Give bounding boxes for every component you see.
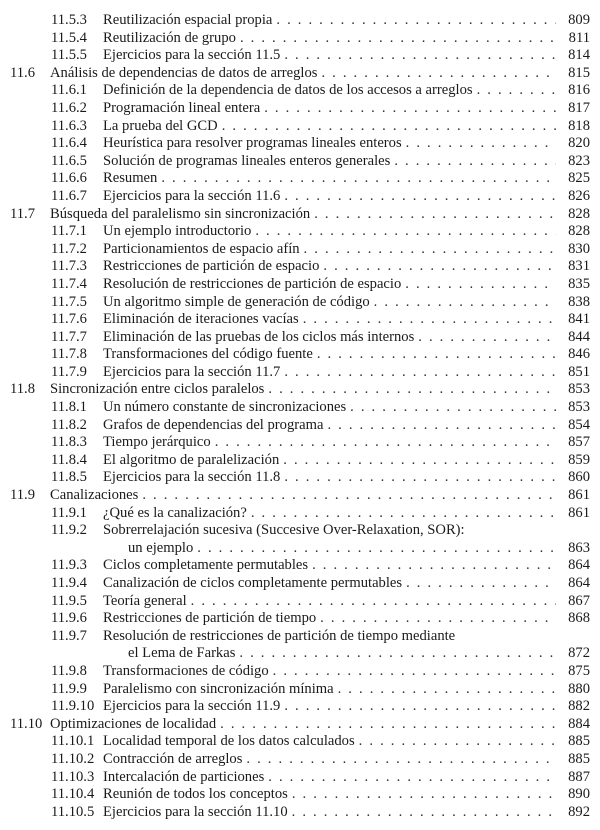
entry-title: Transformaciones de código (103, 662, 269, 679)
entry-number: 11.10 (10, 715, 43, 732)
dot-leader (323, 258, 556, 276)
entry-number: 11.7.5 (51, 293, 87, 310)
entry-number: 11.8.5 (51, 469, 87, 486)
entry-title: Un ejemplo introductorio (103, 223, 252, 240)
entry-page-number: 831 (568, 258, 590, 275)
entry-title: Búsqueda del paralelismo sin sincronización (50, 205, 311, 222)
entry-page-number: 892 (568, 803, 590, 820)
toc-subsection-entry (0, 100, 600, 118)
entry-page-number: 861 (568, 504, 590, 521)
entry-title: Eliminación de las pruebas de los ciclos más internos (103, 328, 415, 345)
entry-title: Tiempo jerárquico (103, 434, 211, 451)
entry-title: Ejercicios para la sección 11.10 (103, 803, 288, 820)
toc-subsection-entry (0, 804, 600, 822)
entry-title: Ciclos completamente permutables (103, 557, 309, 574)
entry-page-number: 884 (568, 715, 590, 732)
entry-page-number: 872 (568, 645, 590, 662)
entry-number: 11.9.5 (51, 592, 87, 609)
entry-title: Contracción de arreglos (103, 750, 243, 767)
dot-leader (284, 698, 556, 716)
entry-number: 11.7.2 (51, 240, 87, 257)
toc-section-entry (0, 487, 600, 505)
entry-title: Análisis de dependencias de datos de arreglos (50, 64, 318, 81)
entry-title: Localidad temporal de los datos calculados (103, 733, 355, 750)
entry-title: Restricciones de partición de espacio (103, 258, 320, 275)
entry-title: Sobrerrelajación sucesiva (Succesive Over-Relaxation, SOR): (103, 522, 465, 539)
entry-number: 11.9.10 (51, 698, 95, 715)
entry-number: 11.7.1 (51, 223, 87, 240)
entry-page-number: 890 (568, 786, 590, 803)
toc-subsection-entry (0, 30, 600, 48)
dot-leader (246, 751, 556, 769)
toc-subsection-entry (0, 417, 600, 435)
entry-number: 11.10.1 (51, 733, 95, 750)
dot-leader (394, 153, 556, 171)
entry-number: 11.9.7 (51, 627, 87, 644)
toc-subsection-entry (0, 47, 600, 65)
entry-title: Ejercicios para la sección 11.8 (103, 469, 281, 486)
toc-subsection-entry (0, 241, 600, 259)
entry-number: 11.9.2 (51, 522, 87, 539)
dot-leader (215, 434, 556, 452)
entry-number: 11.7.4 (51, 275, 87, 292)
entry-title: Optimizaciones de localidad (50, 715, 217, 732)
toc-subsection-entry (0, 575, 600, 593)
entry-title: Resumen (103, 170, 158, 187)
entry-number: 11.10.5 (51, 803, 95, 820)
dot-leader (477, 82, 556, 100)
entry-title: Ejercicios para la sección 11.7 (103, 363, 281, 380)
dot-leader (255, 223, 556, 241)
entry-title: Reutilización espacial propia (103, 12, 273, 28)
entry-number: 11.6 (10, 64, 35, 81)
entry-number: 11.10.4 (51, 786, 95, 803)
toc-subsection-entry (0, 434, 600, 452)
entry-page-number: 811 (568, 29, 590, 46)
toc-subsection-entry (0, 610, 600, 628)
dot-leader (264, 100, 556, 118)
entry-number: 11.6.3 (51, 117, 87, 134)
entry-page-number: 838 (568, 293, 590, 310)
dot-leader (359, 733, 556, 751)
entry-title: El algoritmo de paralelización (103, 451, 280, 468)
toc-subsection-entry (0, 82, 600, 100)
dot-leader (418, 329, 556, 347)
entry-number: 11.7.6 (51, 311, 87, 328)
entry-page-number: 828 (568, 223, 590, 240)
entry-page-number: 860 (568, 469, 590, 486)
entry-page-number: 826 (568, 187, 590, 204)
dot-leader (320, 610, 556, 628)
toc-entry-continuation (0, 645, 600, 663)
entry-title: Reutilización de grupo (103, 29, 236, 46)
toc-subsection-entry (0, 311, 600, 329)
entry-page-number: 817 (568, 99, 590, 116)
entry-title: Ejercicios para la sección 11.6 (103, 187, 281, 204)
entry-page-number: 863 (568, 539, 590, 556)
dot-leader (284, 47, 556, 65)
entry-number: 11.9.9 (51, 680, 87, 697)
entry-number: 11.7.3 (51, 258, 87, 275)
entry-number: 11.6.1 (51, 82, 87, 99)
entry-number: 11.9 (10, 487, 35, 504)
dot-leader (314, 206, 556, 224)
entry-page-number: 825 (568, 170, 590, 187)
entry-title: Definición de la dependencia de datos de los accesos a arreglos (103, 82, 473, 99)
entry-title: Heurística para resolver programas lineales enteros (103, 135, 402, 152)
toc-subsection-entry (0, 663, 600, 681)
toc-section-entry (0, 206, 600, 224)
entry-page-number: 853 (568, 399, 590, 416)
dot-leader (284, 364, 556, 382)
dot-leader (220, 716, 556, 734)
entry-number: 11.8.3 (51, 434, 87, 451)
toc-subsection-entry (0, 223, 600, 241)
entry-number: 11.9.8 (51, 662, 87, 679)
dot-leader (276, 12, 556, 30)
toc-subsection-entry (0, 593, 600, 611)
entry-page-number: 867 (568, 592, 590, 609)
entry-title: Solución de programas lineales enteros generales (103, 152, 391, 169)
entry-number: 11.8 (10, 381, 35, 398)
entry-number: 11.6.2 (51, 99, 87, 116)
entry-number: 11.10.2 (51, 750, 95, 767)
entry-page-number: 861 (568, 487, 590, 504)
entry-title: ¿Qué es la canalización? (103, 504, 247, 521)
toc-section-entry (0, 716, 600, 734)
entry-page-number: 815 (568, 64, 590, 81)
entry-title: Reunión de todos los conceptos (103, 786, 288, 803)
dot-leader (338, 681, 556, 699)
toc-subsection-entry (0, 751, 600, 769)
entry-number: 11.9.6 (51, 610, 87, 627)
entry-page-number: 816 (568, 82, 590, 99)
entry-title-continuation: el Lema de Farkas (128, 645, 236, 662)
toc-entry-continuation (0, 540, 600, 558)
entry-page-number: 854 (568, 416, 590, 433)
entry-page-number: 823 (568, 152, 590, 169)
entry-page-number: 841 (568, 311, 590, 328)
entry-page-number: 830 (568, 240, 590, 257)
dot-leader (283, 452, 556, 470)
entry-page-number: 857 (568, 434, 590, 451)
dot-leader (292, 804, 556, 822)
dot-leader (350, 399, 556, 417)
toc-subsection-entry (0, 698, 600, 716)
entry-page-number: 875 (568, 662, 590, 679)
entry-title: Ejercicios para la sección 11.9 (103, 698, 281, 715)
entry-number: 11.7 (10, 205, 35, 222)
dot-leader (197, 540, 556, 558)
dot-leader (405, 276, 556, 294)
toc-subsection-entry (0, 258, 600, 276)
entry-number: 11.8.4 (51, 451, 87, 468)
entry-number: 11.5.5 (51, 47, 87, 64)
entry-page-number: 846 (568, 346, 590, 363)
entry-page-number: 853 (568, 381, 590, 398)
toc-subsection-entry (0, 505, 600, 523)
entry-number: 11.7.9 (51, 363, 87, 380)
toc-subsection-entry (0, 135, 600, 153)
dot-leader (240, 30, 556, 48)
entry-number: 11.8.2 (51, 416, 87, 433)
table-of-contents (0, 12, 600, 821)
entry-title: Resolución de restricciones de partición de espacio (103, 275, 402, 292)
entry-number: 11.6.5 (51, 152, 87, 169)
entry-title: Canalizaciones (50, 487, 139, 504)
entry-page-number: 885 (568, 733, 590, 750)
dot-leader (292, 786, 556, 804)
entry-page-number: 818 (568, 117, 590, 134)
entry-number: 11.9.1 (51, 504, 87, 521)
dot-leader (284, 469, 556, 487)
dot-leader (406, 135, 556, 153)
entry-page-number: 851 (568, 363, 590, 380)
entry-title: Intercalación de particiones (103, 768, 265, 785)
dot-leader (239, 645, 556, 663)
toc-subsection-entry (0, 733, 600, 751)
entry-number: 11.6.6 (51, 170, 87, 187)
entry-title-continuation: un ejemplo (128, 539, 194, 556)
entry-number: 11.6.4 (51, 135, 87, 152)
entry-page-number: 859 (568, 451, 590, 468)
entry-title: Transformaciones del código fuente (103, 346, 313, 363)
dot-leader (304, 241, 556, 259)
entry-number: 11.5.3 (51, 12, 87, 28)
dot-leader (312, 557, 556, 575)
entry-page-number: 887 (568, 768, 590, 785)
dot-leader (273, 663, 556, 681)
entry-number: 11.5.4 (51, 29, 87, 46)
toc-subsection-entry (0, 522, 600, 540)
entry-page-number: 864 (568, 575, 590, 591)
entry-page-number: 880 (568, 680, 590, 697)
toc-subsection-entry (0, 399, 600, 417)
dot-leader (222, 118, 556, 136)
entry-page-number: 844 (568, 328, 590, 345)
entry-title: Particionamientos de espacio afín (103, 240, 300, 257)
toc-subsection-entry (0, 769, 600, 787)
dot-leader (303, 311, 556, 329)
toc-subsection-entry (0, 557, 600, 575)
toc-subsection-entry (0, 294, 600, 312)
entry-title: Ejercicios para la sección 11.5 (103, 47, 281, 64)
entry-title: Programación lineal entera (103, 99, 261, 116)
entry-page-number: 814 (568, 47, 590, 64)
toc-subsection-entry (0, 628, 600, 646)
entry-title: Sincronización entre ciclos paralelos (50, 381, 265, 398)
entry-page-number: 820 (568, 135, 590, 152)
dot-leader (161, 170, 556, 188)
dot-leader (321, 65, 556, 83)
entry-title: Eliminación de iteraciones vacías (103, 311, 299, 328)
dot-leader (268, 381, 556, 399)
dot-leader (268, 769, 556, 787)
entry-number: 11.9.4 (51, 575, 87, 591)
entry-page-number: 809 (568, 12, 590, 28)
toc-subsection-entry (0, 364, 600, 382)
entry-number: 11.10.3 (51, 768, 95, 785)
toc-subsection-entry (0, 346, 600, 364)
toc-subsection-entry (0, 786, 600, 804)
dot-leader (191, 593, 556, 611)
toc-subsection-entry (0, 276, 600, 294)
toc-subsection-entry (0, 681, 600, 699)
entry-title: Un número constante de sincronizaciones (103, 399, 347, 416)
dot-leader (327, 417, 556, 435)
toc-subsection-entry (0, 118, 600, 136)
entry-page-number: 835 (568, 275, 590, 292)
entry-title: Teoría general (103, 592, 187, 609)
toc-subsection-entry (0, 153, 600, 171)
entry-title: Canalización de ciclos completamente permutables (103, 575, 403, 591)
dot-leader (142, 487, 556, 505)
entry-page-number: 885 (568, 750, 590, 767)
entry-title: Un algoritmo simple de generación de código (103, 293, 370, 310)
entry-number: 11.7.8 (51, 346, 87, 363)
toc-subsection-entry (0, 188, 600, 206)
entry-number: 11.6.7 (51, 187, 87, 204)
toc-section-entry (0, 65, 600, 83)
toc-subsection-entry (0, 170, 600, 188)
entry-number: 11.9.3 (51, 557, 87, 574)
entry-page-number: 864 (568, 557, 590, 574)
entry-number: 11.8.1 (51, 399, 87, 416)
entry-number: 11.7.7 (51, 328, 87, 345)
dot-leader (251, 505, 556, 523)
entry-title: Grafos de dependencias del programa (103, 416, 324, 433)
entry-title: Resolución de restricciones de partición de tiempo mediante (103, 627, 456, 644)
toc-subsection-entry (0, 452, 600, 470)
entry-title: Restricciones de partición de tiempo (103, 610, 317, 627)
entry-title: Paralelismo con sincronización mínima (103, 680, 334, 697)
toc-section-entry (0, 381, 600, 399)
dot-leader (284, 188, 556, 206)
dot-leader (374, 294, 556, 312)
dot-leader (317, 346, 556, 364)
entry-page-number: 828 (568, 205, 590, 222)
toc-subsection-entry (0, 329, 600, 347)
entry-title: La prueba del GCD (103, 117, 218, 134)
toc-subsection-entry (0, 469, 600, 487)
dot-leader (406, 575, 556, 593)
entry-page-number: 868 (568, 610, 590, 627)
toc-subsection-entry (0, 12, 600, 30)
entry-page-number: 882 (568, 698, 590, 715)
